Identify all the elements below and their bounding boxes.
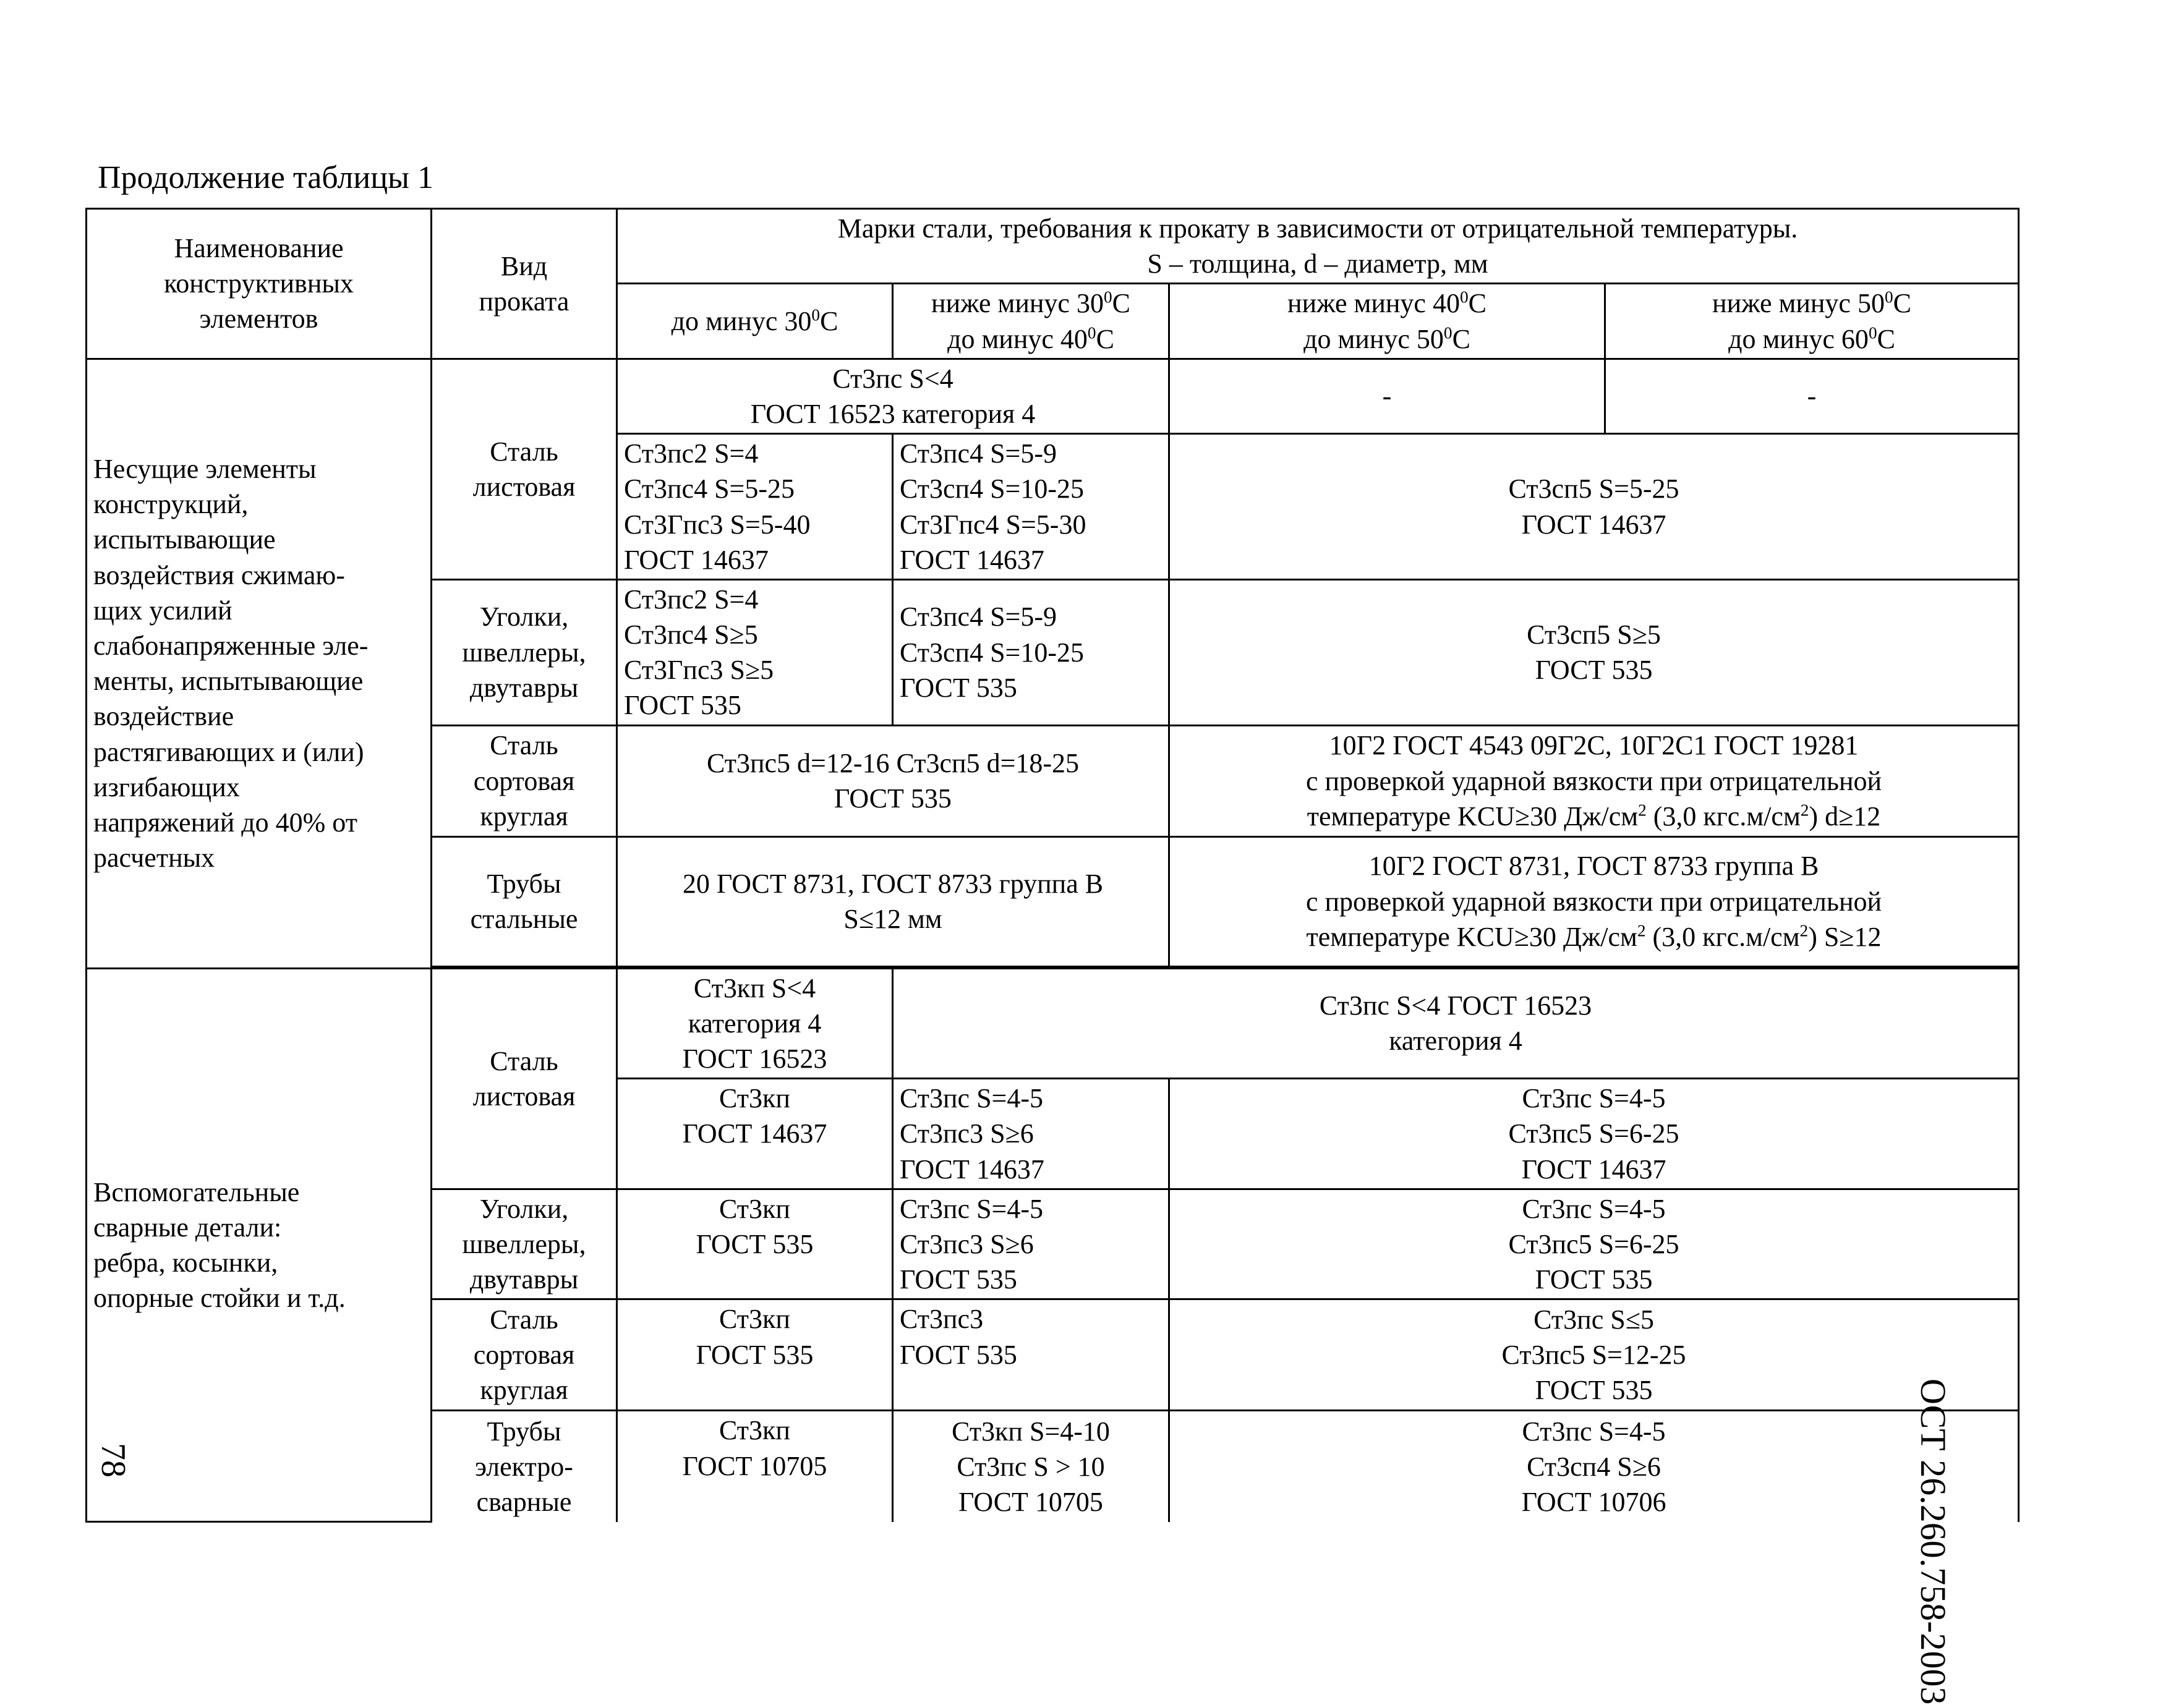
- rolling-angles-channels: Уголки, швеллеры, двутавры: [432, 579, 617, 725]
- table-cell: Ст3пс4 S=5-9 Ст3сп4 S=10-25 Ст3Гпс4 S=5-30 ГОСТ 14637: [893, 434, 1169, 580]
- header-temp-30-40: ниже минус $30^0С$ до минус $40^0С$: [893, 284, 1169, 359]
- table-caption: Продолжение таблицы 1: [98, 160, 433, 195]
- table-cell: Ст3пс S=4-5 Ст3пс5 S=6-25 ГОСТ 535: [1169, 1189, 2019, 1299]
- steel-grades-table: [85, 208, 2020, 1523]
- rolling-round-bar: Сталь сортовая круглая: [432, 725, 617, 836]
- section-auxiliary-welded-parts: Вспомогательные сварные детали: ребра, косынки, опорные стойки и т.д.: [87, 968, 432, 1522]
- table-cell: Ст3пс2 S=4 Ст3пс4 S=5-25 Ст3Гпс3 S=5-40 ГОСТ 14637: [617, 434, 893, 580]
- table-cell: Ст3кп S<4 категория 4 ГОСТ 16523: [617, 968, 893, 1079]
- rolling-sheet-steel: Сталь листовая: [432, 359, 617, 579]
- table-cell: Ст3пс4 S=5-9 Ст3сп4 S=10-25 ГОСТ 535: [893, 579, 1169, 725]
- rolling-angles-channels: Уголки, швеллеры, двутавры: [432, 1189, 617, 1299]
- table-cell: Ст3кп ГОСТ 10705: [617, 1411, 893, 1522]
- table-cell: Ст3кп ГОСТ 535: [617, 1189, 893, 1299]
- table-cell: Ст3кп ГОСТ 535: [617, 1299, 893, 1411]
- header-rolling-type: Вид проката: [432, 209, 617, 359]
- document-code: ОСТ 26.260.758-2003: [1913, 1379, 1953, 1705]
- table-cell: 10Г2 ГОСТ 8731, ГОСТ 8733 группа В с проверкой ударной вязкости при отрицательной температуре KCU≥30 $Дж/см^2$ (3,0 $кгс.м/см^2$) S≥12: [1169, 836, 2019, 966]
- table-cell: 10Г2 ГОСТ 4543 09Г2С, 10Г2С1 ГОСТ 19281 с проверкой ударной вязкости при отрицательной температуре KCU≥30 $Дж/см^2$ (3,0 $кгс.м/см^2$) d≥12: [1169, 725, 2019, 836]
- rolling-steel-pipes: Трубы стальные: [432, 836, 617, 966]
- table-cell: 20 ГОСТ 8731, ГОСТ 8733 группа В S≤12 мм: [617, 836, 1169, 966]
- rolling-round-bar: Сталь сортовая круглая: [432, 1299, 617, 1411]
- table-cell: Ст3пс S=4-5 Ст3пс3 S≥6 ГОСТ 14637: [893, 1079, 1169, 1189]
- header-temp-40-50: ниже минус $40^0С$ до минус $50^0С$: [1169, 284, 1605, 359]
- table-cell: Ст3сп5 S=5-25 ГОСТ 14637: [1169, 434, 2019, 580]
- table-cell: -: [1169, 359, 1605, 433]
- table-cell: Ст3пс S=4-5 Ст3пс5 S=6-25 ГОСТ 14637: [1169, 1079, 2019, 1189]
- header-temp-50-60: ниже минус $50^0С$ до минус $60^0С$: [1605, 284, 2019, 359]
- table-cell: Ст3пс3 ГОСТ 535: [893, 1299, 1169, 1411]
- table-cell: Ст3пс S≤5 Ст3пс5 S=12-25 ГОСТ 535: [1169, 1299, 2019, 1411]
- table-cell: Ст3сп5 S≥5 ГОСТ 535: [1169, 579, 2019, 725]
- table-cell: Ст3пс2 S=4 Ст3пс4 S≥5 Ст3Гпс3 S≥5 ГОСТ 535: [617, 579, 893, 725]
- table-cell: -: [1605, 359, 2019, 433]
- rolling-sheet-steel: Сталь листовая: [432, 968, 617, 1189]
- table-cell: Ст3пс S<4 ГОСТ 16523 категория 4: [617, 359, 1169, 433]
- header-temp-to-minus-30: до минус $30^0С$: [617, 284, 893, 359]
- header-element-names: Наименование конструктивных элементов: [87, 209, 432, 359]
- rolling-welded-pipes: Трубы электро- сварные: [432, 1411, 617, 1522]
- page-number: 78: [94, 1443, 132, 1478]
- table-cell: Ст3пс5 d=12-16 Ст3сп5 d=18-25 ГОСТ 535: [617, 725, 1169, 836]
- table-cell: Ст3пс S=4-5 Ст3пс3 S≥6 ГОСТ 535: [893, 1189, 1169, 1299]
- section-load-bearing-elements: Несущие элементы конструкций, испытывающие воздействия сжимаю- щих усилий слабонапряженные эле- менты, испытывающие воздействие растягивающих и (или) изгибающих напряжений до 40% от расчетных: [87, 359, 432, 968]
- table-cell: Ст3пс S<4 ГОСТ 16523 категория 4: [893, 968, 2019, 1079]
- table-cell: Ст3пс S=4-5 Ст3сп4 S≥6 ГОСТ 10706: [1169, 1411, 2019, 1522]
- table-cell: Ст3кп S=4-10 Ст3пс S > 10 ГОСТ 10705: [893, 1411, 1169, 1522]
- header-steel-grades: Марки стали, требования к прокату в зависимости от отрицательной температуры. S – толщина, d – диаметр, мм: [617, 209, 2019, 284]
- table-cell: Ст3кп ГОСТ 14637: [617, 1079, 893, 1189]
